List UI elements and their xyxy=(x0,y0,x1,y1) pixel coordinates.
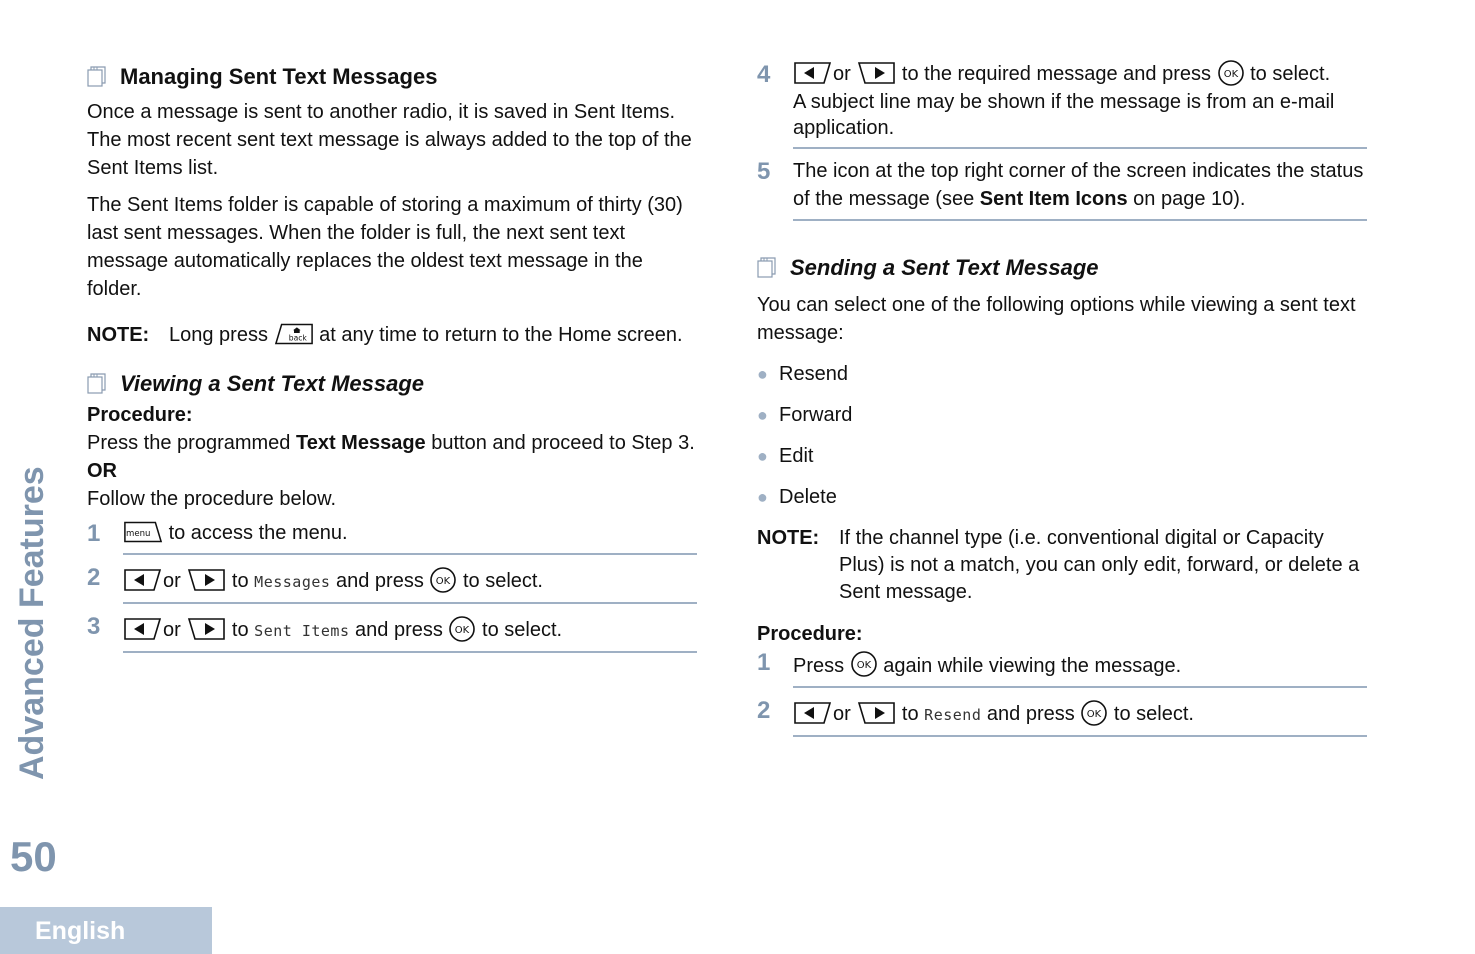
language-tab xyxy=(0,907,212,954)
step-number: 2 xyxy=(87,564,101,591)
left-arrow-key-icon xyxy=(793,701,833,725)
step-4-subtext: A subject line may be shown if the message is from an e-mail application. xyxy=(793,90,1335,139)
step-2 xyxy=(87,563,697,604)
left-arrow-key-icon xyxy=(123,617,163,641)
section-title-managing xyxy=(87,60,697,94)
option-resend: Resend xyxy=(779,362,848,385)
list-item xyxy=(757,442,1367,470)
to-text: to xyxy=(231,570,249,592)
managing-title: Managing Sent Text Messages xyxy=(120,64,438,89)
step-5 xyxy=(757,157,1367,221)
or-text: or xyxy=(163,619,181,641)
steps-list-viewing xyxy=(87,519,697,653)
page-number: 50 xyxy=(10,833,57,880)
or-label: OR xyxy=(87,460,117,482)
option-delete: Delete xyxy=(779,485,837,508)
step-number: 1 xyxy=(87,520,101,547)
step-number: 2 xyxy=(757,697,771,725)
list-item xyxy=(757,360,1367,388)
right-arrow-key-icon xyxy=(186,617,226,641)
note-text: If the channel type (i.e. conventional digital or Capacity Plus) is not a match, you can only edit, forward, or delete a Sent message. xyxy=(839,526,1360,603)
note-block-channel xyxy=(757,525,1367,606)
step-number: 4 xyxy=(757,61,771,88)
note-label: NOTE: xyxy=(87,324,150,346)
note-pre: Long press xyxy=(169,324,268,346)
or-text: or xyxy=(833,63,851,85)
text-message-button-name: Text Message xyxy=(295,432,426,454)
step-3 xyxy=(87,612,697,653)
section-title-sending xyxy=(757,251,1367,285)
steps-list-viewing-continued xyxy=(757,60,1367,221)
procedure-label: Procedure: xyxy=(757,622,863,645)
sending-intro: You can select one of the following options while viewing a sent text message: xyxy=(757,293,1356,344)
bullet-icon: ● xyxy=(757,486,768,507)
right-arrow-key-icon xyxy=(856,61,896,85)
viewing-title: Viewing a Sent Text Message xyxy=(120,371,425,396)
options-list xyxy=(757,360,1367,511)
menu-key-icon xyxy=(123,520,163,544)
bullet-icon: ● xyxy=(757,445,768,466)
select-text: to select. xyxy=(482,619,563,641)
to-text: to xyxy=(231,619,249,641)
left-column xyxy=(87,60,697,653)
select-text: to select. xyxy=(462,570,543,592)
page-icon xyxy=(87,65,109,87)
managing-paragraph-1: Once a message is sent to another radio, it is saved in Sent Items. The most recent sent text message is always added to the top of the Sent Items list. xyxy=(87,101,692,179)
section-tab-label: Advanced Features xyxy=(13,466,51,780)
follow-text: Follow the procedure below. xyxy=(87,488,337,510)
page-icon xyxy=(757,256,779,278)
step-text: The icon at the top right corner of the screen indicates the status of the message (see xyxy=(793,159,1364,210)
step-text: again while viewing the message. xyxy=(883,654,1182,677)
page-reference: on page 10). xyxy=(1133,187,1246,210)
step-1 xyxy=(87,519,697,555)
ok-key-icon xyxy=(1080,699,1108,727)
procedure-label: Procedure: xyxy=(87,404,193,426)
managing-paragraph-2: The Sent Items folder is capable of storing a maximum of thirty (30) last sent messages. When the folder is full, the next sent text message automatically replaces the oldest text message in the folder. xyxy=(87,194,683,300)
select-text: to select. xyxy=(1250,63,1331,85)
proc-pre: Press the programmed xyxy=(87,432,291,454)
press-text: and press xyxy=(986,703,1075,726)
step-1 xyxy=(757,648,1367,689)
note-text xyxy=(169,321,683,349)
proc-post: button and proceed to Step 3. xyxy=(431,432,695,454)
ok-key-icon xyxy=(1217,59,1245,87)
right-column xyxy=(757,60,1367,737)
step-4 xyxy=(757,60,1367,149)
page-icon xyxy=(87,372,109,394)
list-item xyxy=(757,483,1367,511)
step-number: 3 xyxy=(87,613,101,640)
step-number: 5 xyxy=(757,157,771,185)
ok-key-icon xyxy=(850,650,878,678)
ok-key-icon xyxy=(448,615,476,643)
sending-title: Sending a Sent Text Message xyxy=(790,254,1099,280)
press-text: and press xyxy=(355,619,443,641)
ok-key-icon xyxy=(429,566,457,594)
note-post: at any time to return to the Home screen. xyxy=(319,324,683,346)
right-arrow-key-icon xyxy=(186,568,226,592)
cross-reference: Sent Item Icons xyxy=(979,187,1128,210)
note-block xyxy=(87,321,697,349)
menu-item-resend: Resend xyxy=(924,706,982,725)
menu-item-messages: Messages xyxy=(254,573,331,591)
or-text: or xyxy=(163,570,181,592)
option-forward: Forward xyxy=(779,403,853,426)
note-label: NOTE: xyxy=(757,526,820,549)
press-text: Press xyxy=(793,654,845,677)
section-title-viewing xyxy=(87,367,697,401)
or-text: or xyxy=(833,703,851,726)
press-text: and press xyxy=(335,570,424,592)
procedure-text xyxy=(87,429,697,457)
bullet-icon: ● xyxy=(757,404,768,425)
right-arrow-key-icon xyxy=(856,701,896,725)
list-item xyxy=(757,401,1367,429)
language-label: English xyxy=(35,917,126,945)
option-edit: Edit xyxy=(779,444,814,467)
bullet-icon: ● xyxy=(757,363,768,384)
left-arrow-key-icon xyxy=(123,568,163,592)
back-key-icon xyxy=(274,322,314,346)
steps-list-sending xyxy=(757,648,1367,738)
step-number: 1 xyxy=(757,648,771,676)
step-text: to the required message and press xyxy=(901,63,1211,85)
to-text: to xyxy=(901,703,919,726)
left-arrow-key-icon xyxy=(793,61,833,85)
step-2 xyxy=(757,696,1367,737)
step-text: to access the menu. xyxy=(168,522,348,544)
select-text: to select. xyxy=(1113,703,1194,726)
menu-item-sent-items: Sent Items xyxy=(254,622,350,640)
